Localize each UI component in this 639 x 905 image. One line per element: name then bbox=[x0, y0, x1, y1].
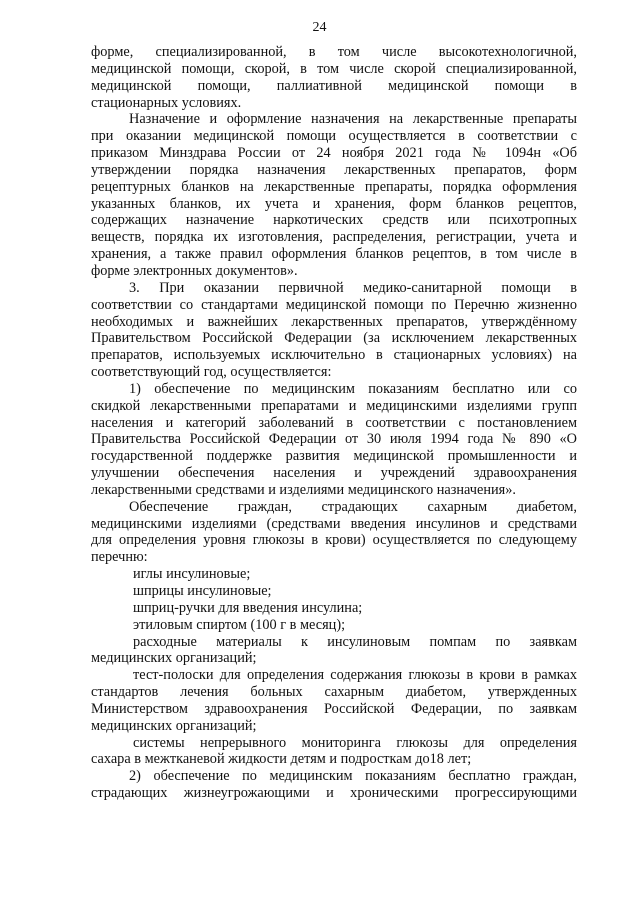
text-line: скидкой лекарственными препаратами и медицинскими изделиями групп bbox=[91, 397, 577, 414]
text-line: лекарственными средствами и изделиями медицинского назначения». bbox=[91, 481, 516, 498]
text-line: Правительства Российской Федерации от 30 июля 1994 года № 890 «О bbox=[91, 431, 577, 448]
text-line: Обеспечение граждан, страдающих сахарным диабетом, bbox=[129, 498, 577, 515]
text-line: государственной поддержке развития медицинской промышленности и bbox=[91, 448, 577, 465]
text-line: для определения уровня глюкозы в крови) осуществляется по следующему bbox=[91, 532, 577, 549]
text-line: веществ, порядка их изготовления, распределения, регистрации, учета и bbox=[91, 229, 577, 246]
text-line: Назначение и оформление назначения на лекарственные препараты bbox=[129, 111, 577, 128]
text-line: 2) обеспечение по медицинским показаниям бесплатно граждан, bbox=[129, 768, 577, 785]
text-line: соответствующий год, осуществляется: bbox=[91, 364, 332, 381]
text-line: тест-полоски для определения содержания глюкозы в крови в рамках bbox=[133, 667, 577, 684]
text-line: медицинской помощи, скорой, в том числе скорой специализированной, bbox=[91, 60, 577, 77]
text-line: страдающих жизнеугрожающими и хроническими прогрессирующими bbox=[91, 785, 577, 802]
text-line: стационарных условиях. bbox=[91, 94, 242, 111]
text-line: населения и категорий заболеваний в соответствии с постановлением bbox=[91, 414, 577, 431]
text-line: сахара в межтканевой жидкости детям и подросткам до18 лет; bbox=[91, 751, 472, 768]
text-line: форме электронных документов». bbox=[91, 262, 298, 279]
text-line: форме, специализированной, в том числе высокотехнологичной, bbox=[91, 44, 577, 60]
text-line: иглы инсулиновые; bbox=[133, 566, 251, 583]
text-line: необходимых и важнейших лекарственных препаратов, утверждённому bbox=[91, 313, 577, 330]
text-line: медицинскими изделиями (средствами введения инсулинов и средствами bbox=[91, 515, 577, 532]
text-line: этиловым спиртом (100 г в месяц); bbox=[133, 616, 346, 633]
text-line: утверждении порядка назначения лекарственных препаратов, форм bbox=[91, 161, 577, 178]
text-line: указанных бланков, их учета и хранения, форм бланков рецептов, bbox=[91, 195, 577, 212]
text-line: приказом Минздрава России от 24 ноября 2021 года № 1094н «Об bbox=[91, 145, 577, 162]
text-line: Правительством Российской Федерации (за исключением лекарственных bbox=[91, 330, 577, 347]
text-line: рецептурных бланков на лекарственные препараты, порядка оформления bbox=[91, 178, 577, 195]
text-line: шприц-ручки для введения инсулина; bbox=[133, 599, 363, 616]
text-line: содержащих назначение наркотических средств или психотропных bbox=[91, 212, 577, 229]
text-line: 1) обеспечение по медицинским показаниям бесплатно или со bbox=[129, 380, 577, 397]
text-line: шприцы инсулиновые; bbox=[133, 583, 272, 599]
text-line: 3. При оказании первичной медико-санитарной помощи в bbox=[129, 279, 577, 296]
text-line: препаратов, используемых исключительно в стационарных условиях) на bbox=[91, 347, 577, 364]
text-line: медицинских организаций; bbox=[91, 650, 257, 667]
text-line: стандартов лечения больных сахарным диабетом, утвержденных bbox=[91, 684, 577, 701]
text-line: медицинских организаций; bbox=[91, 717, 257, 734]
text-line: перечню: bbox=[91, 549, 148, 566]
document-body bbox=[91, 44, 577, 802]
text-line: Министерством здравоохранения Российской Федерации, по заявкам bbox=[91, 700, 577, 717]
page-number: 24 bbox=[312, 20, 327, 35]
text-line: при оказании медицинской помощи осуществляется в соответствии с bbox=[91, 128, 577, 145]
text-line: системы непрерывного мониторинга глюкозы для определения bbox=[133, 734, 577, 751]
text-line: соответствии со стандартами медицинской помощи по Перечню жизненно bbox=[91, 296, 577, 313]
text-line: улучшении обеспечения населения и учреждений здравоохранения bbox=[91, 465, 577, 482]
text-line: расходные материалы к инсулиновым помпам по заявкам bbox=[133, 633, 577, 650]
text-line: медицинской помощи, паллиативной медицинской помощи в bbox=[91, 77, 577, 94]
text-line: хранения, а также правил оформления бланков рецептов, в том числе в bbox=[91, 246, 577, 263]
